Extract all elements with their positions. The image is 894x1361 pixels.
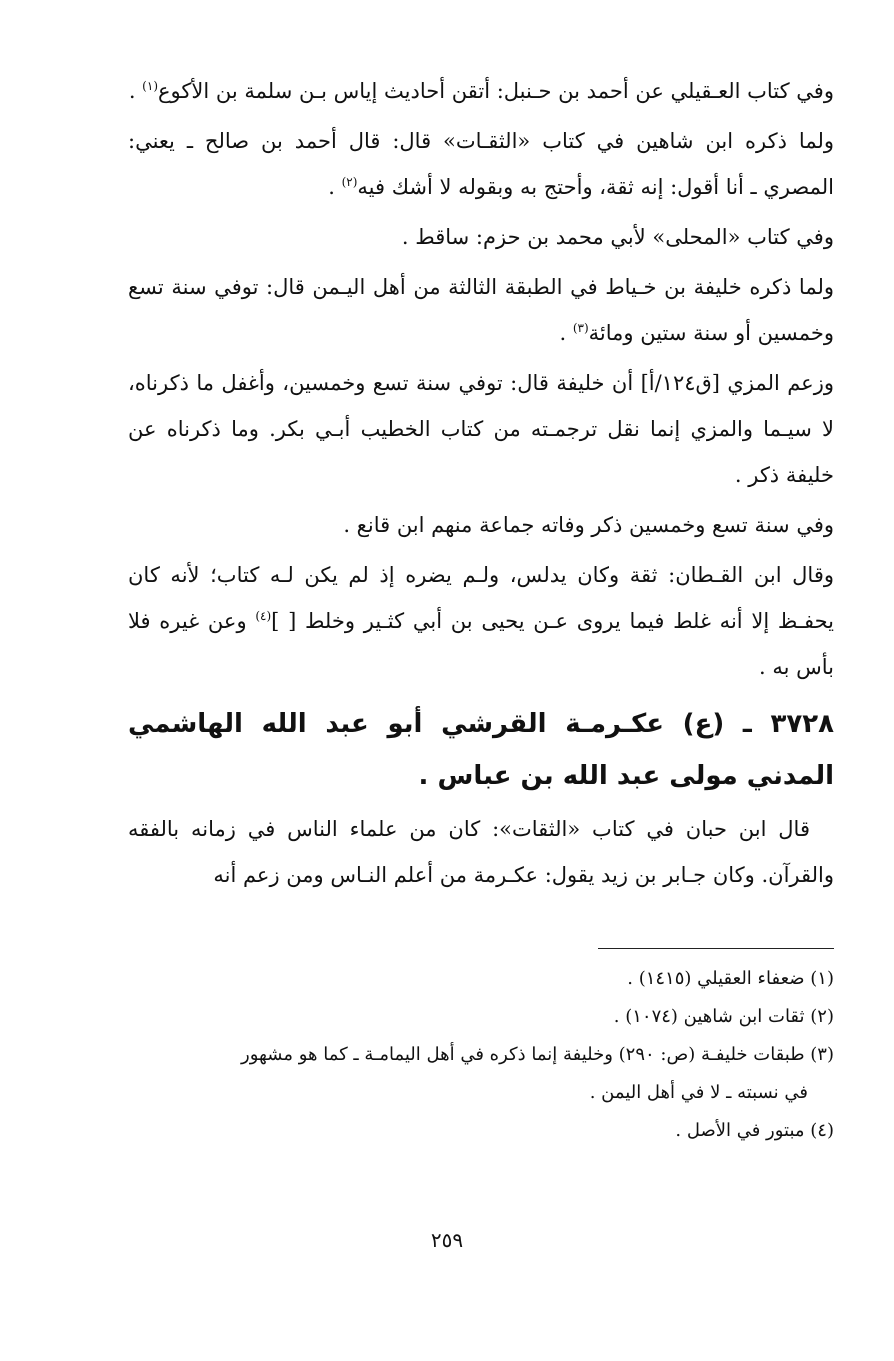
footnote-3-continuation: في نسبته ـ لا في أهل اليمن . xyxy=(589,1082,808,1103)
footnote-4: (٤) مبتور في الأصل . xyxy=(675,1120,834,1141)
paragraph-text: وزعم المزي [ق١٢٤/أ] أن خليفة قال: توفي سنة تسع وخمسين، وأغفل ما ذكرناه، لا سيـما والمزي إنما نقل ترجمـته من كتاب الخطيب أبـي بكر. وما ذكرناه عن خليفة ذكر . xyxy=(128,371,834,487)
footnote-marker: (١) xyxy=(142,79,158,93)
footnote-3: (٣) طبقات خليفـة (ص: ٢٩٠) وخليفة إنما ذكره في أهل اليمامـة ـ كما هو مشهور xyxy=(241,1044,834,1065)
footnote-2: (٢) ثقات ابن شاهين (١٠٧٤) . xyxy=(613,1006,834,1027)
footnote-divider xyxy=(598,948,834,949)
paragraph-end: . xyxy=(128,79,143,103)
entry-title: ٣٧٢٨ ـ (ع) عكـرمـة القرشي أبو عبد الله الهاشمي المدني مولى عبد الله بن عباس . xyxy=(128,709,834,791)
paragraph-ibn-qattan xyxy=(128,552,834,690)
paragraph-text: ولما ذكره ابن شاهين في كتاب «الثقـات» قال: قال أحمد بن صالح ـ يعني: المصري ـ أنا أقول: إنه ثقة، وأحتج به وبقوله لا أشك فيه xyxy=(128,129,834,199)
paragraph-khalifa xyxy=(128,264,834,356)
paragraph-end: . xyxy=(328,175,342,199)
paragraph-end: وعن غيره فلا بأس به . xyxy=(128,609,834,679)
paragraph-end: . xyxy=(559,321,573,345)
paragraph-text: وفي كتاب «المحلى» لأبي محمد بن حزم: ساقط . xyxy=(401,225,834,249)
paragraph-text: ولما ذكره خليفة بن خـياط في الطبقة الثالثة من أهل اليـمن قال: توفي سنة تسع وخمسين أو سنة ستين ومائة xyxy=(128,275,834,345)
paragraph-text: وفي كتاب العـقيلي عن أحمد بن حـنبل: أتقن أحاديث إياس بـن سلمة بن الأكوع xyxy=(158,79,834,103)
paragraph-aqili xyxy=(128,68,834,114)
footnote-1: (١) ضعفاء العقيلي (١٤١٥) . xyxy=(627,968,834,989)
paragraph-ibn-qani xyxy=(128,502,834,548)
footnote-marker: (٢) xyxy=(341,175,358,189)
footnotes xyxy=(128,960,834,1150)
page-number: ٢٥٩ xyxy=(430,1228,464,1252)
paragraph-text: وفي سنة تسع وخمسين ذكر وفاته جماعة منهم ابن قانع . xyxy=(343,513,834,537)
entry-body: قال ابن حبان في كتاب «الثقات»: كان من علماء الناس في زمانه بالفقه والقرآن. وكان جـابر بن زيد يقول: عكـرمة من أعلم النـاس ومن زعم أنه xyxy=(128,817,834,887)
paragraph-ibn-shahin xyxy=(128,118,834,210)
paragraph-muhalla xyxy=(128,214,834,260)
book-page xyxy=(128,68,834,1328)
footnote-marker: (٤) xyxy=(255,609,272,623)
paragraph-text: وقال ابن القـطان: ثقة وكان يدلس، ولـم يضره إذ لم يكن لـه كتاب؛ لأنه كان يحفـظ إلا أنه غلط فيما يروى عـن يحيى بن أبي كثـير وخلط [ ] xyxy=(128,563,834,633)
paragraph-mizzi xyxy=(128,360,834,498)
footnote-marker: (٣) xyxy=(572,321,589,335)
